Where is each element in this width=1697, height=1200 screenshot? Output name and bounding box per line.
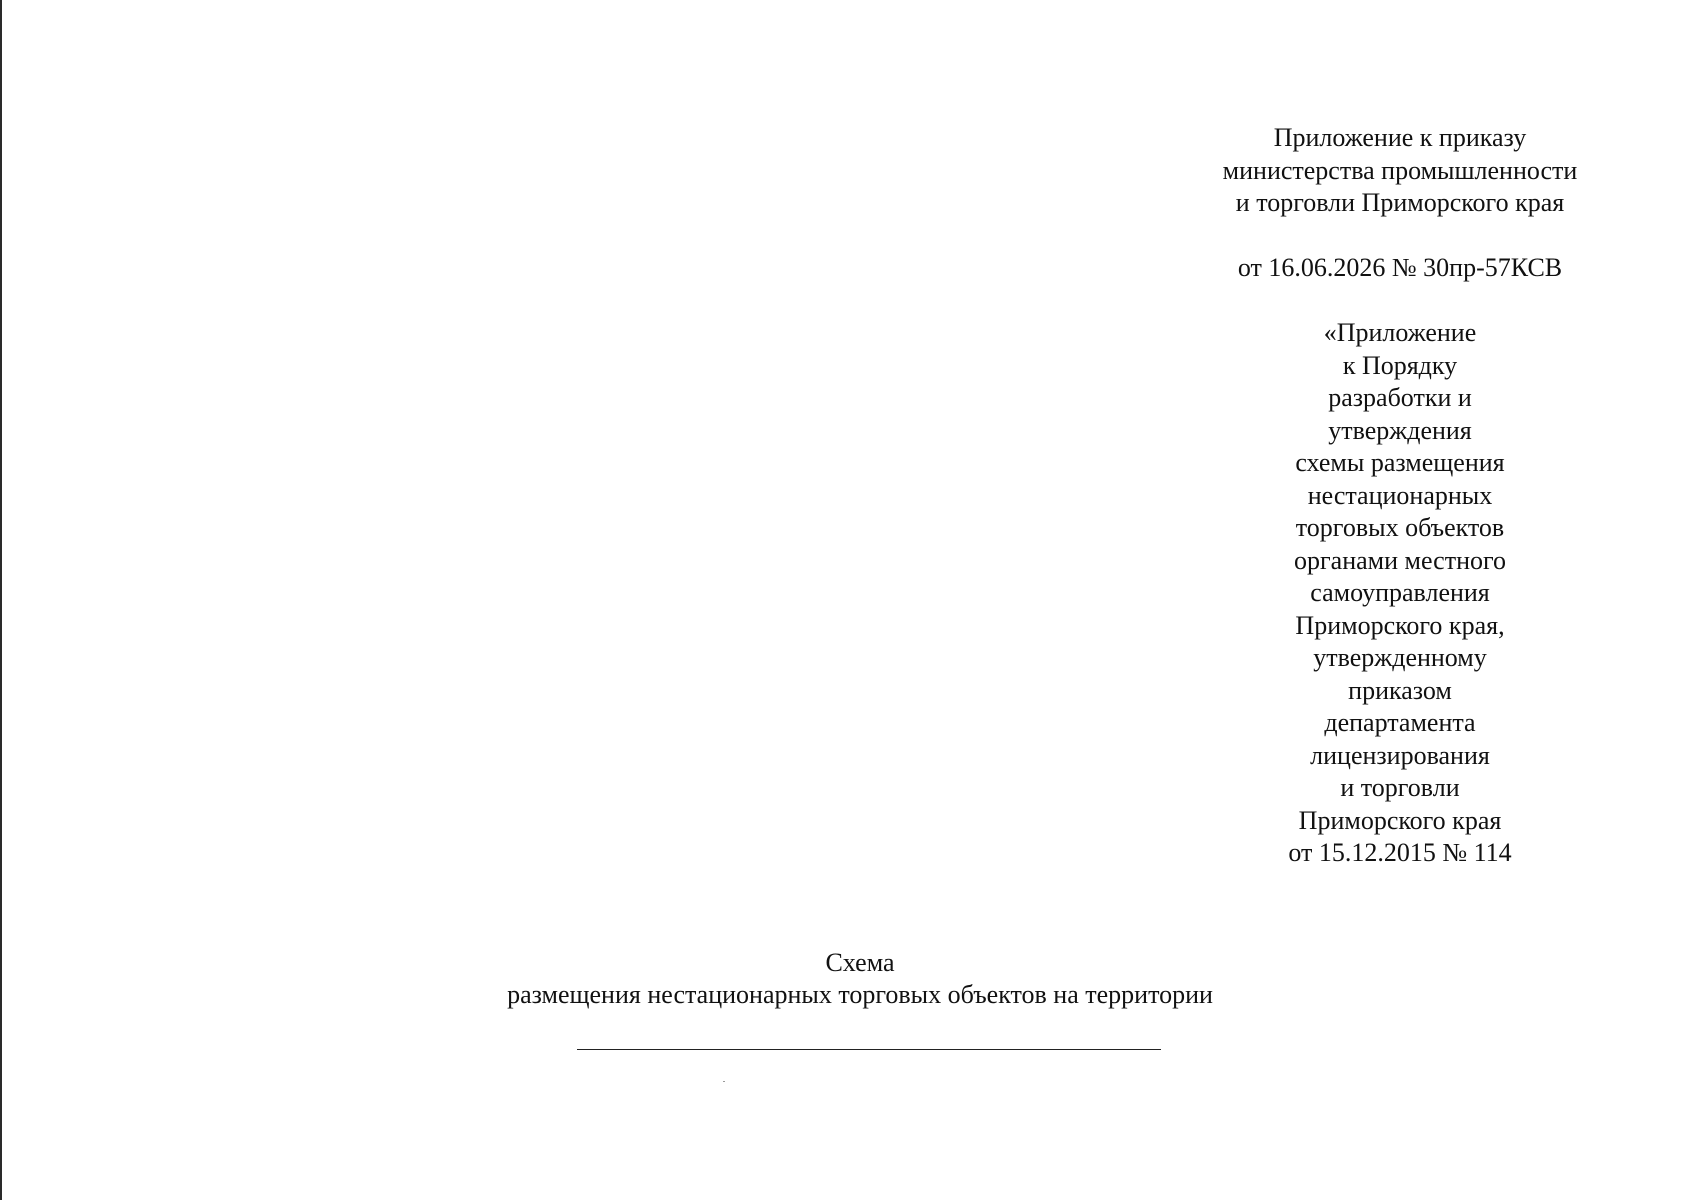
order-reference: от 16.06.2026 № 30пр-57КСВ	[1237, 253, 1563, 282]
territory-blank-line	[577, 1049, 1161, 1050]
annex-header	[1140, 122, 1660, 220]
quoted-annex-line: органами местного	[1294, 545, 1506, 575]
quoted-annex-line: департамента	[1324, 708, 1476, 737]
scheme-title-block	[480, 947, 1240, 1011]
quoted-annex-line: торговых объектов	[1295, 513, 1505, 542]
quoted-annex-line: к Порядку	[1342, 350, 1458, 380]
annex-header-line: и торговли Приморского края	[1235, 188, 1565, 217]
quoted-annex-line: Приморского края	[1298, 805, 1502, 835]
annex-header-line: министерства промышленности	[1222, 155, 1578, 185]
quoted-annex-line: схемы размещения	[1295, 448, 1505, 477]
quoted-annex-line: от 15.12.2015 № 114	[1288, 838, 1512, 867]
quoted-annex-block	[1270, 317, 1530, 870]
quoted-annex-line: разработки и	[1328, 383, 1472, 412]
quoted-annex-line: Приморского края,	[1295, 610, 1505, 640]
quoted-annex-line: лицензирования	[1310, 740, 1490, 770]
scan-speck	[723, 1081, 725, 1082]
quoted-annex-line: самоуправления	[1310, 578, 1490, 607]
scheme-subtitle: размещения нестационарных торговых объектов на территории	[507, 980, 1213, 1009]
quoted-annex-line: утвержденному	[1313, 643, 1487, 672]
quoted-annex-line: приказом	[1348, 675, 1452, 705]
quoted-annex-line: и торговли	[1340, 773, 1460, 802]
quoted-annex-line: «Приложение	[1323, 318, 1477, 347]
page-left-edge	[0, 0, 2, 1200]
annex-header-line: Приложение к приказу	[1273, 123, 1527, 152]
quoted-annex-line: утверждения	[1328, 415, 1472, 445]
quoted-annex-line: нестационарных	[1307, 480, 1493, 510]
scheme-title: Схема	[825, 948, 895, 977]
